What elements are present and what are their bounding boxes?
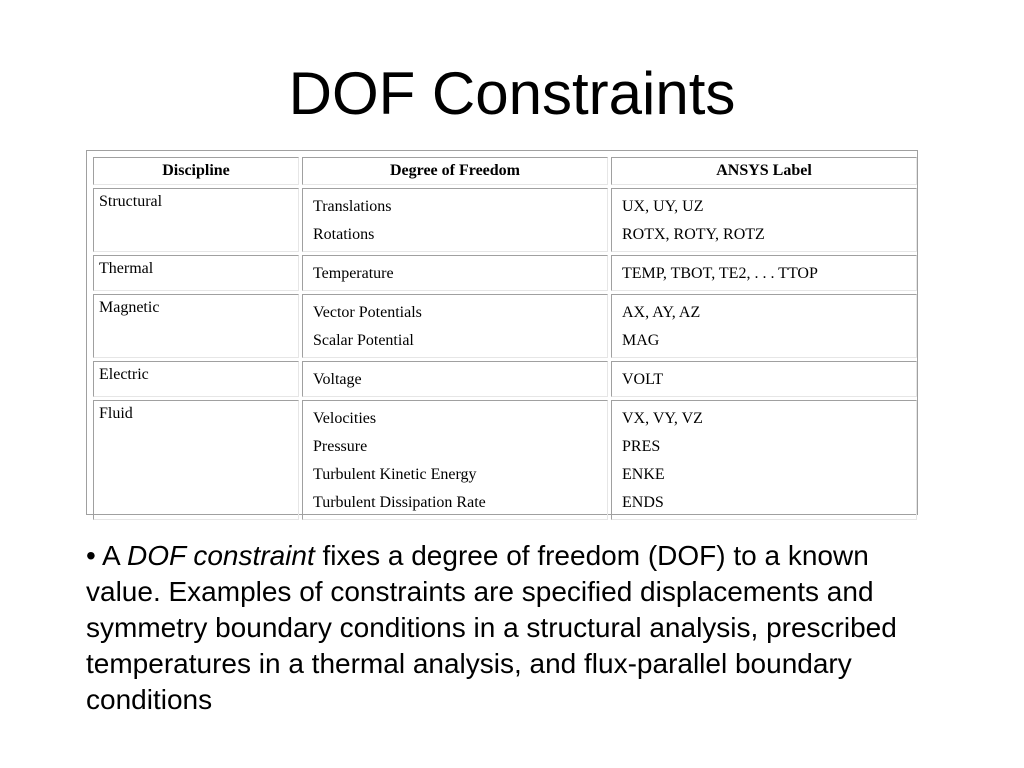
discipline-cell: Structural: [93, 188, 299, 252]
bullet-marker: •: [86, 540, 96, 571]
label-cell: [611, 361, 917, 397]
ansys-label: MAG: [622, 332, 660, 349]
dof-cell: [302, 294, 608, 358]
slide-title: DOF Constraints: [288, 60, 736, 127]
ansys-label: ROTX, ROTY, ROTZ: [622, 226, 765, 243]
ansys-label: VOLT: [622, 371, 664, 388]
ansys-label: ENDS: [622, 494, 664, 511]
dof-item: Voltage: [313, 371, 362, 388]
dof-item: Temperature: [313, 265, 394, 282]
table-row: [93, 188, 917, 252]
dof-item: Velocities: [313, 410, 377, 427]
discipline-cell: Magnetic: [93, 294, 299, 358]
table-row: [93, 255, 917, 291]
label-cell: [611, 188, 917, 252]
table-header-row: [93, 157, 917, 185]
label-cell: [611, 400, 917, 520]
table-row: [93, 400, 917, 520]
dof-cell: [302, 400, 608, 520]
dof-item: Turbulent Dissipation Rate: [313, 494, 486, 511]
dof-item: Turbulent Kinetic Energy: [313, 466, 477, 483]
dof-item: Rotations: [313, 226, 375, 243]
bullet-prefix: A: [102, 540, 127, 571]
label-cell: [611, 294, 917, 358]
bullet-body: fixes a degree of freedom (DOF) to a known value. Examples of constraints are specified displacements and symmetry boundary conditions in a structural analysis, prescribed temperatures in a thermal analysis, and flux-parallel boundary conditions: [86, 540, 897, 715]
label-cell: [611, 255, 917, 291]
dof-cell: [302, 255, 608, 291]
ansys-label: ENKE: [622, 466, 665, 483]
header-discipline: Discipline: [93, 157, 299, 185]
ansys-label: VX, VY, VZ: [622, 410, 703, 427]
dof-cell: [302, 188, 608, 252]
header-degree-of-freedom: Degree of Freedom: [302, 157, 608, 185]
dof-item: Translations: [313, 198, 392, 215]
ansys-label: TEMP, TBOT, TE2, . . . TTOP: [622, 265, 818, 282]
dof-cell: [302, 361, 608, 397]
ansys-label: AX, AY, AZ: [622, 304, 701, 321]
discipline-cell: Thermal: [93, 255, 299, 291]
table-row: [93, 294, 917, 358]
ansys-label: PRES: [622, 438, 661, 455]
header-ansys-label: ANSYS Label: [611, 157, 917, 185]
bullet-paragraph: [86, 538, 926, 718]
ansys-label: UX, UY, UZ: [622, 198, 704, 215]
dof-table-frame: [86, 150, 918, 515]
discipline-cell: Electric: [93, 361, 299, 397]
discipline-cell: Fluid: [93, 400, 299, 520]
dof-item: Pressure: [313, 438, 368, 455]
dof-item: Scalar Potential: [313, 332, 414, 349]
bullet-emphasis: DOF constraint: [126, 540, 315, 571]
dof-item: Vector Potentials: [313, 304, 422, 321]
table-row: [93, 361, 917, 397]
dof-table: [90, 154, 920, 523]
